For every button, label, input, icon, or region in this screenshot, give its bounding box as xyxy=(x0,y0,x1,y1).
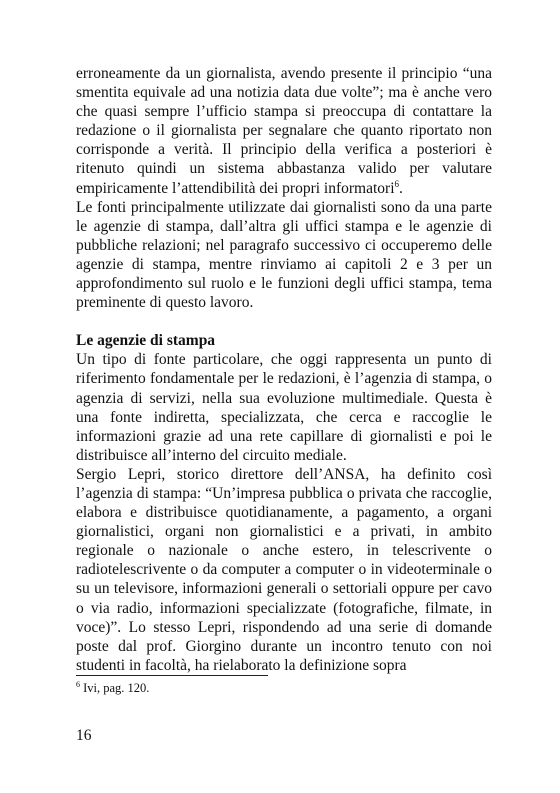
footnote xyxy=(76,681,149,696)
paragraph-text: erroneamente da un giornalista, avendo presente il principio “una smentita equivale ad una notizia data due volte”; ma è anche vero che quasi sempre l’ufficio stampa si preoccupa di contattare la redazione o il giornalista per segnalare che quanto riportato non corrisponde a verità. Il principio della verifica a posteriori è ritenuto quindi un sistema abbastanza valido per valutare empiricamente l’attendibilità dei propri informatori xyxy=(76,65,492,197)
body-text xyxy=(76,64,492,675)
footnote-number: 6 xyxy=(76,680,80,689)
paragraph-end: . xyxy=(399,179,403,197)
section-heading: Le agenzie di stampa xyxy=(76,332,216,350)
page-number: 16 xyxy=(76,727,92,744)
paragraph xyxy=(76,64,492,198)
paragraph: Sergio Lepri, storico direttore dell’ANSA, ha definito così l’agenzia di stampa: “Un’impresa pubblica o privata che raccoglie, elabora e distribuisce quotidianamente, a pagamento, a organi giornalistici, organi non giornalistici e a privati, in ambito regionale o nazionale o anche estero, in telescrivente o radiotelescrivente o da computer a computer o in videoterminale o su un televisore, informazioni generali o settoriali oppure per cavo o via radio, informazioni specializzate (fotografiche, filmate, in voce)”. Lo stesso Lepri, rispondendo ad una serie di domande poste dal prof. Giorgino durante un incontro tenuto con noi studenti in facoltà, ha rielaborato la definizione sopra xyxy=(76,465,492,674)
paragraph: Le fonti principalmente utilizzate dai giornalisti sono da una parte le agenzie di stampa, dall’altra gli uffici stampa e le agenzie di pubbliche relazioni; nel paragrafo successivo ci occuperemo delle agenzie di stampa, mentre rinviamo ai capitoli 2 e 3 per un approfondimento sul ruolo e le funzioni degli uffici stampa, tema preminente di questo lavoro. xyxy=(76,198,492,312)
paragraph: Un tipo di fonte particolare, che oggi rappresenta un punto di riferimento fondamentale per le redazioni, è l’agenzia di stampa, o agenzia di servizi, nella sua evoluzione multimediale. Questa è una fonte indiretta, specializzata, che cerca e raccoglie le informazioni grazie ad una rete capillare di giornalisti e poi le distribuisce all’interno del circuito mediale. xyxy=(76,351,492,464)
footnote-divider xyxy=(76,675,268,676)
footnote-text: Ivi, pag. 120. xyxy=(80,681,150,695)
footnote-reference: 6 xyxy=(394,178,399,189)
